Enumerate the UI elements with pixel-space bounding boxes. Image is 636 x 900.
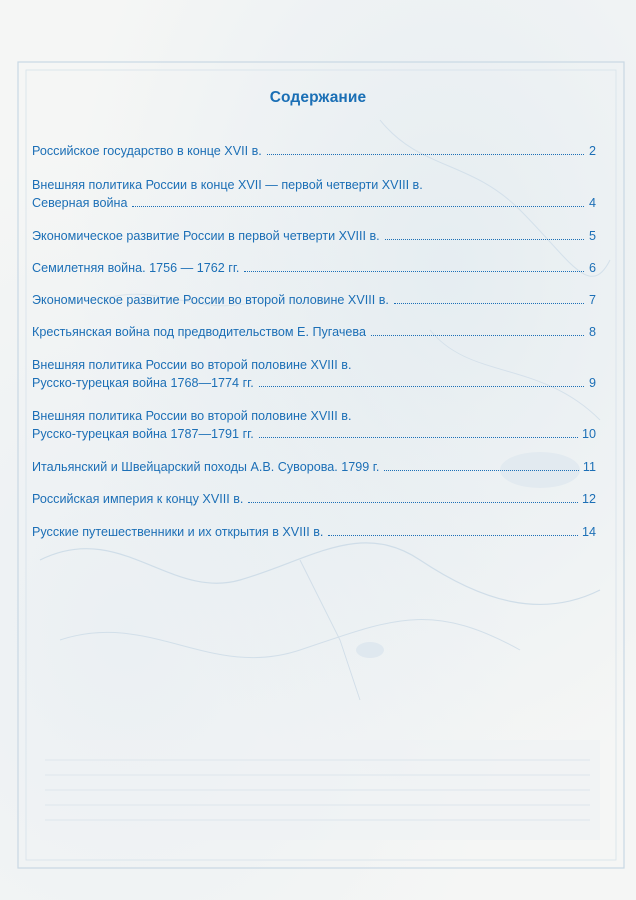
toc-entry-page: 10 [581, 427, 596, 441]
toc-entry-page: 5 [588, 229, 596, 243]
toc-entry-title-continued: Русско-турецкая война 1768—1774 гг. [32, 376, 254, 390]
toc-entry-title: Русские путешественники и их открытия в XVIII в. [32, 525, 324, 539]
toc-entry-title: Итальянский и Швейцарский походы А.В. Суворова. 1799 г. [32, 460, 380, 474]
dot-leader [259, 437, 578, 438]
toc-entry-title: Российское государство в конце XVII в. [32, 144, 262, 158]
toc-entry-page: 2 [588, 144, 596, 158]
toc-entry-page: 9 [588, 376, 596, 390]
dot-leader [371, 335, 584, 336]
toc-entry-title: Крестьянская война под предводительством Е. Пугачева [32, 325, 366, 339]
toc-entry-title: Внешняя политика России во второй половине XVIII в. [32, 409, 352, 423]
toc-entry [32, 259, 596, 277]
dot-leader [244, 271, 584, 272]
dot-leader [259, 386, 584, 387]
toc-entry-page: 4 [588, 196, 596, 210]
dot-leader [328, 535, 578, 536]
toc-entry-page: 7 [588, 293, 596, 307]
dot-leader [267, 154, 584, 155]
toc-entry-page: 14 [581, 525, 596, 539]
toc-entry-title-continued: Русско-турецкая война 1787—1791 гг. [32, 427, 254, 441]
toc-entry [32, 356, 596, 392]
dot-leader [132, 206, 584, 207]
dot-leader [385, 239, 584, 240]
toc-entry-title: Внешняя политика России в конце XVII — первой четверти XVIII в. [32, 178, 423, 192]
toc-entry-title-continued: Северная война [32, 196, 128, 210]
toc-entry [32, 523, 596, 541]
toc-entry-page: 8 [588, 325, 596, 339]
toc-entry-page: 11 [582, 460, 596, 474]
toc-entry-page: 6 [588, 261, 596, 275]
toc-entry-title: Внешняя политика России во второй половине XVIII в. [32, 358, 352, 372]
dot-leader [394, 303, 584, 304]
toc-entry [32, 490, 596, 508]
toc-entry [32, 291, 596, 309]
dot-leader [248, 502, 578, 503]
toc-entry [32, 323, 596, 341]
toc-entry-title: Экономическое развитие России в первой четверти XVIII в. [32, 229, 380, 243]
toc-entry [32, 458, 596, 476]
toc-entry-page: 12 [581, 492, 596, 506]
toc-entry-title: Российская империя к концу XVIII в. [32, 492, 244, 506]
toc-entry [32, 142, 596, 160]
toc-entry-title: Экономическое развитие России во второй половине XVIII в. [32, 293, 389, 307]
toc-entry [32, 176, 596, 212]
page-title: Содержание [269, 89, 367, 106]
dot-leader [384, 470, 579, 471]
toc-entry-title: Семилетняя война. 1756 — 1762 гг. [32, 261, 240, 275]
toc-entry [32, 407, 596, 443]
toc-entry [32, 227, 596, 245]
